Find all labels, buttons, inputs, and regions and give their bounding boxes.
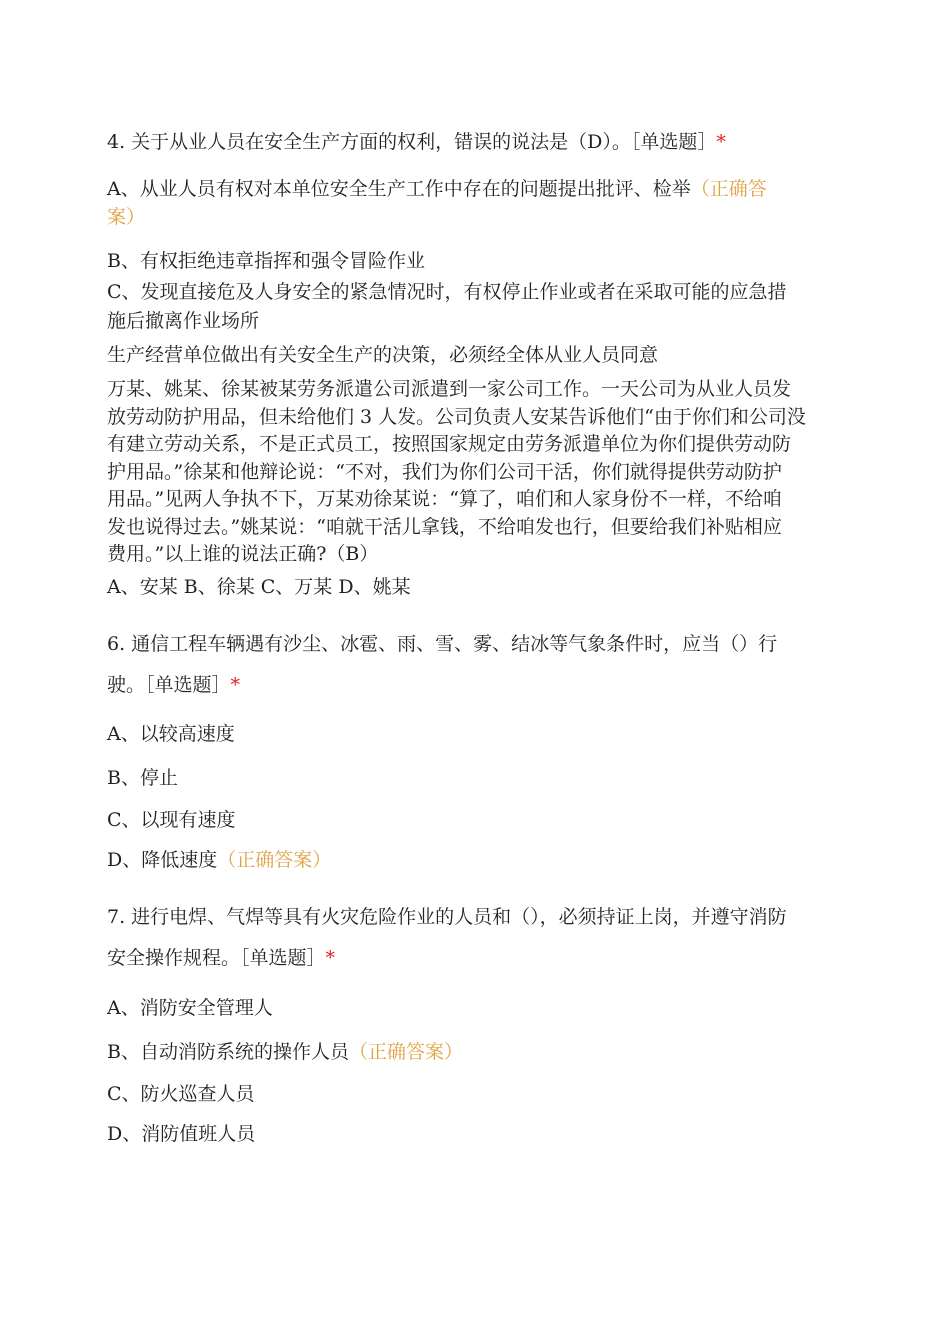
question-6-option-b: B、停止 [107, 767, 178, 789]
correct-answer-tag: （正确答案） [348, 1041, 463, 1063]
required-marker: * [230, 674, 241, 696]
question-6-option-a: A、以较高速度 [107, 723, 235, 745]
question-7-title-cont: 安全操作规程。［单选题］* [107, 947, 336, 969]
question-5-line: 护用品。”徐某和他辩论说：“不对，我们为你们公司干活，你们就得提供劳动防护 [107, 461, 782, 483]
required-marker: * [325, 947, 336, 969]
question-5-line: 用品。”见两人争执不下，万某劝徐某说：“算了，咱们和人家身份不一样，不给咱 [107, 488, 782, 510]
question-7-title: 7. 进行电焊、气焊等具有火灾危险作业的人员和（），必须持证上岗，并遵守消防 [107, 906, 787, 928]
question-4-option-d: 生产经营单位做出有关安全生产的决策，必须经全体从业人员同意 [107, 344, 659, 366]
question-4-option-a-cont [107, 203, 852, 231]
correct-answer-tag: （正确答 [690, 178, 767, 200]
question-4-option-b: B、有权拒绝违章指挥和强令冒险作业 [107, 250, 425, 272]
question-4-title: 4. 关于从业人员在安全生产方面的权利，错误的说法是（D）。［单选题］* [107, 131, 726, 153]
correct-answer-tag: 案） [107, 206, 146, 228]
question-5-line: 发也说得过去。”姚某说：“咱就干活儿拿钱，不给咱发也行，但要给我们补贴相应 [107, 516, 782, 538]
question-7-option-b: B、自动消防系统的操作人员（正确答案） [107, 1041, 463, 1063]
question-4-option-a: A、从业人员有权对本单位安全生产工作中存在的问题提出批评、检举（正确答 [107, 178, 767, 200]
question-6-title-cont: 驶。［单选题］* [107, 674, 241, 696]
question-7-option-c: C、防火巡查人员 [107, 1083, 255, 1105]
question-7-option-d: D、消防值班人员 [107, 1123, 256, 1145]
question-4-option-c: C、发现直接危及人身安全的紧急情况时，有权停止作业或者在采取可能的应急措 [107, 281, 787, 303]
required-marker: * [716, 131, 726, 153]
correct-answer-tag: （正确答案） [217, 849, 332, 871]
question-5-line: 万某、姚某、徐某被某劳务派遣公司派遣到一家公司工作。一天公司为从业人员发 [107, 378, 792, 400]
question-7-option-a: A、消防安全管理人 [107, 997, 273, 1019]
question-5-line: 放劳动防护用品，但未给他们 3 人发。公司负责人安某告诉他们“由于你们和公司没 [107, 406, 806, 428]
question-6-option-c: C、以现有速度 [107, 809, 236, 831]
question-6-title: 6. 通信工程车辆遇有沙尘、冰雹、雨、雪、雾、结冰等气象条件时，应当（）行 [107, 633, 778, 655]
question-4-option-c-cont: 施后撤离作业场所 [107, 310, 260, 332]
question-5-line: 费用。”以上谁的说法正确?（B） [107, 543, 379, 565]
question-5-options: A、安某 B、徐某 C、万某 D、姚某 [107, 576, 411, 598]
question-6-option-d: D、降低速度（正确答案） [107, 849, 332, 871]
question-5-line: 有建立劳动关系，不是正式员工，按照国家规定由劳务派遣单位为你们提供劳动防 [107, 433, 792, 455]
